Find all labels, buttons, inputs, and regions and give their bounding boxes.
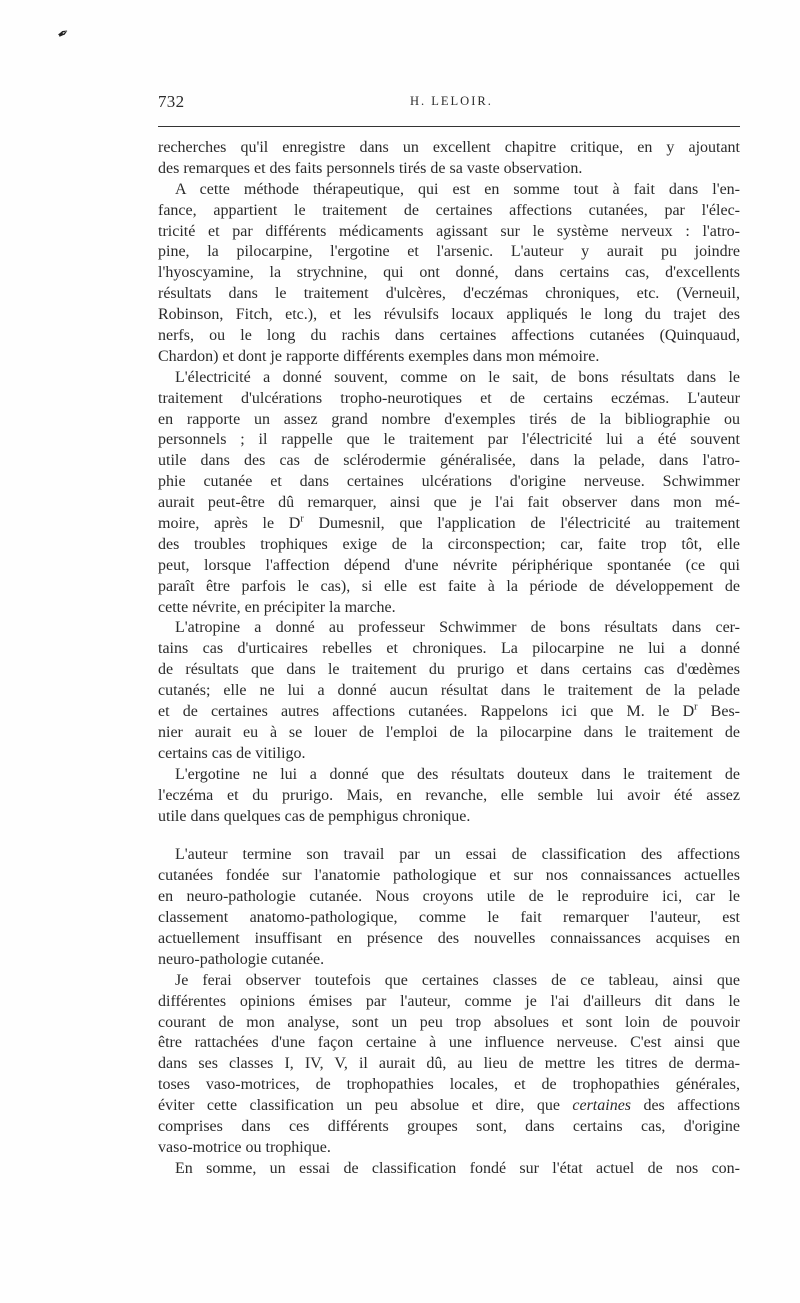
text-line: utile dans des cas de sclérodermie généralisée, dans la pelade, dans l'atro-: [158, 452, 740, 470]
text-line: [158, 514, 740, 535]
text-segment: et de certaines autres affections cutanées. Rappelons ici que M. le D: [158, 703, 695, 721]
text-line: En somme, un essai de classification fondé sur l'état actuel de nos con-: [175, 1159, 740, 1177]
text-line: phie cutanée et dans certaines ulcérations d'origine nerveuse. Schwimmer: [158, 473, 740, 491]
text-line: certains cas de vitiligo.: [158, 744, 306, 762]
text-line: A cette méthode thérapeutique, qui est en somme tout à fait dans l'en-: [175, 180, 740, 198]
text-line: aurait peut-être dû remarquer, ainsi que je l'ai fait observer dans mon mé-: [158, 494, 740, 512]
text-line: courant de mon analyse, sont un peu trop absolues et sont loin de pouvoir: [158, 1013, 740, 1031]
text-line: L'électricité a donné souvent, comme on le sait, de bons résultats dans le: [175, 368, 740, 386]
text-line: actuellement insuffisant en présence des nouvelles connaissances acquises en: [158, 929, 740, 947]
text-line: personnels ; il rappelle que le traitement par l'électricité lui a été souvent: [158, 431, 740, 449]
text-line: comprises dans ces différents groupes sont, dans certains cas, d'origine: [158, 1117, 740, 1135]
body-text: [158, 138, 740, 1180]
text-segment: Dumesnil, que l'application de l'électricité au traitement: [303, 515, 740, 533]
text-line: utile dans quelques cas de pemphigus chronique.: [158, 807, 471, 825]
text-segment: Bes-: [697, 703, 740, 721]
text-line: Robinson, Fitch, etc.), et les révulsifs locaux appliqués le long du trajet des: [158, 306, 740, 324]
text-line: peut, lorsque l'affection dépend d'une névrite périphérique spontanée (ce qui: [158, 556, 740, 574]
text-line: l'eczéma et du prurigo. Mais, en revanche, elle semble lui avoir été assez: [158, 786, 740, 804]
text-line: dans ses classes I, IV, V, il aurait dû, au lieu de mettre les titres de derma-: [158, 1055, 740, 1073]
text-line: être rattachées d'une façon certaine à une influence nerveuse. C'est ainsi que: [158, 1034, 740, 1052]
italic-word: certaines: [572, 1097, 632, 1115]
text-line: Je ferai observer toutefois que certaines classes de ce tableau, ainsi que: [175, 971, 740, 989]
text-line: neuro-pathologie cutanée.: [158, 950, 325, 968]
text-line: en rapporte un assez grand nombre d'exemples tirés de la bibliographie ou: [158, 410, 740, 428]
text-line: nier aurait eu à se louer de l'emploi de la pilocarpine dans le traitement de: [158, 723, 740, 741]
page-number: 732: [158, 92, 185, 111]
superscript: r: [694, 702, 698, 713]
text-line: traitement d'ulcérations tropho-neurotiques et de certains eczémas. L'auteur: [158, 389, 740, 407]
text-line: cutanées fondée sur l'anatomie pathologique et sur nos connaissances actuelles: [158, 867, 740, 885]
text-line: pine, la pilocarpine, l'ergotine et l'arsenic. L'auteur y aurait pu joindre: [158, 243, 740, 261]
text-line: en neuro-pathologie cutanée. Nous croyons utile de le reproduire ici, car le: [158, 888, 740, 906]
text-line: vaso-motrice ou trophique.: [158, 1138, 331, 1156]
text-line: L'auteur termine son travail par un essai de classification des affections: [175, 846, 740, 864]
text-line: fance, appartient le traitement de certaines affections cutanées, par l'élec-: [158, 201, 740, 219]
text-line: [158, 702, 740, 723]
text-line: nerfs, ou le long du rachis dans certaines affections cutanées (Quinquaud,: [158, 327, 740, 345]
running-head: [158, 92, 740, 114]
text-line: de résultats que dans le traitement du prurigo et dans certains cas d'œdèmes: [158, 661, 740, 679]
text-line: L'ergotine ne lui a donné que des résultats douteux dans le traitement de: [175, 765, 740, 783]
text-line: des remarques et des faits personnels tirés de sa vaste observation.: [158, 159, 583, 177]
text-line: classement anatomo-pathologique, comme le fait remarquer l'auteur, est: [158, 909, 740, 927]
header-rule: [158, 126, 740, 127]
text-line: résultats dans le traitement d'ulcères, d'eczémas chroniques, etc. (Verneuil,: [158, 285, 740, 303]
text-line: différentes opinions émises par l'auteur, comme je l'ai d'ailleurs dit dans le: [158, 992, 740, 1010]
text-line: tains cas d'urticaires rebelles et chroniques. La pilocarpine ne lui a donné: [158, 640, 740, 658]
text-line: recherches qu'il enregistre dans un excellent chapitre critique, en y ajoutant: [158, 139, 740, 156]
text-line: Chardon) et dont je rapporte différents exemples dans mon mémoire.: [158, 347, 600, 365]
text-line: l'hyoscyamine, la strychnine, qui ont donné, dans certains cas, d'excellents: [158, 264, 740, 282]
ink-mark: ✒: [55, 25, 73, 44]
text-line: toses vaso-motrices, de trophopathies locales, et de trophopathies générales,: [158, 1076, 740, 1094]
text-line: cutanés; elle ne lui a donné aucun résultat dans le traitement de la pelade: [158, 682, 740, 700]
running-title: H. LELOIR.: [410, 94, 493, 108]
text-segment: moire, après le D: [158, 515, 301, 533]
text-line: L'atropine a donné au professeur Schwimmer de bons résultats dans cer-: [175, 619, 740, 637]
text-segment: des affections: [631, 1097, 740, 1115]
text-line: des troubles trophiques exige de la circonspection; car, faite trop tôt, elle: [158, 535, 740, 553]
superscript: r: [300, 514, 304, 525]
paragraph-gap: [158, 827, 740, 845]
text-line: tricité et par différents médicaments agissant sur le système nerveux : l'atro-: [158, 222, 740, 240]
text-line: [158, 1096, 740, 1117]
text-line: paraît être parfois le cas), si elle est faite à la période de développement de: [158, 577, 740, 595]
text-line: cette névrite, en précipiter la marche.: [158, 598, 396, 616]
text-segment: éviter cette classification un peu absolue et dire, que: [158, 1097, 573, 1115]
